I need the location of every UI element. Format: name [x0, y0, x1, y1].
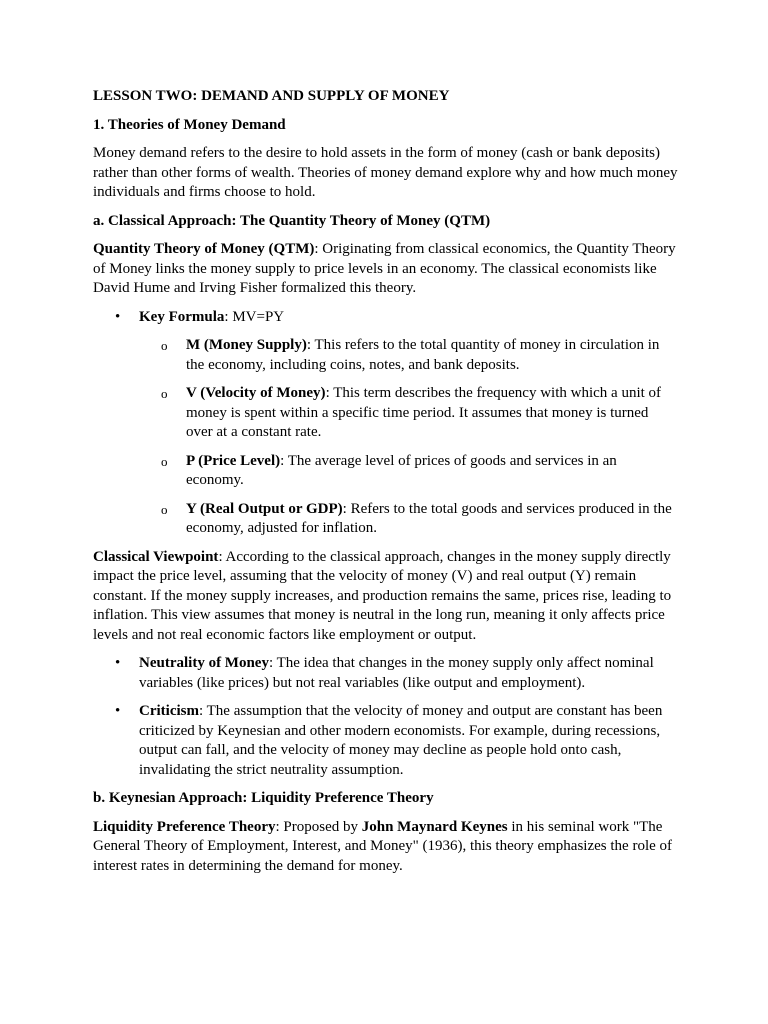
- point-description: : The assumption that the velocity of money and output are constant has been criticized by Keynesian and other modern economists. For example, during recessions, output can fall, and the velocity of money may decline as people hold onto cash, invalidating the strict neutrality assumption.: [139, 703, 663, 778]
- list-item-criticism: [93, 702, 678, 780]
- list-item-real-output: [139, 500, 678, 539]
- lesson-title: LESSON TWO: DEMAND AND SUPPLY OF MONEY: [93, 88, 450, 104]
- sub-bullet-icon: o: [161, 386, 168, 401]
- list-item-velocity: [139, 384, 678, 443]
- variable-description: : This term describes the frequency with which a unit of money is spent within a specific time period. It assumes that money is turned over at a constant rate.: [186, 385, 662, 440]
- sub-bullet-icon: o: [161, 501, 168, 517]
- variable-description: : Refers to the total goods and services produced in the economy, adjusted for inflation.: [186, 500, 672, 536]
- lpt-author: John Maynard Keynes: [361, 818, 508, 835]
- variable-description: : This refers to the total quantity of money in circulation in the economy, including coins, notes, and bank deposits.: [186, 337, 660, 373]
- point-term: Criticism: [139, 703, 199, 719]
- intro-paragraph: Money demand refers to the desire to hold assets in the form of money (cash or bank deposits) rather than other forms of wealth. Theories of money demand explore why and how much money individuals and firms choose to hold.: [93, 145, 678, 200]
- classical-points-list: [93, 654, 678, 780]
- lpt-text-part-1: : Proposed by: [275, 818, 362, 835]
- variable-term: Y (Real Output or GDP): [186, 500, 343, 517]
- section-heading-money-demand: 1. Theories of Money Demand: [93, 116, 286, 133]
- document-page: [93, 87, 678, 885]
- key-formula-list: [93, 308, 678, 539]
- list-item-money-supply: [139, 336, 678, 375]
- key-formula-label: Key Formula: [139, 308, 225, 325]
- variable-description: : The average level of prices of goods and services in an economy.: [186, 452, 617, 488]
- list-item-neutrality: [93, 654, 678, 693]
- classical-viewpoint-paragraph: [93, 548, 678, 646]
- lpt-text-part-2: in his seminal work "The General Theory of Employment, Interest, and Money" (1936), this theory emphasizes the role of interest rates in determining the demand for money.: [93, 818, 673, 874]
- variable-term: V (Velocity of Money): [186, 385, 326, 401]
- bullet-icon: •: [115, 703, 121, 719]
- variable-term: P (Price Level): [186, 452, 281, 469]
- qtm-paragraph: [93, 240, 678, 299]
- list-item-key-formula: [93, 308, 678, 539]
- sub-bullet-icon: o: [161, 338, 168, 353]
- classical-viewpoint-term: Classical Viewpoint: [93, 548, 219, 565]
- variable-term: M (Money Supply): [186, 337, 307, 353]
- qtm-term: Quantity Theory of Money (QTM): [93, 241, 315, 257]
- formula-variables-list: [139, 336, 678, 539]
- keynesian-approach-heading: b. Keynesian Approach: Liquidity Preference Theory: [93, 790, 434, 806]
- key-formula-value: : MV=PY: [224, 308, 285, 325]
- list-item-price-level: [139, 452, 678, 491]
- bullet-icon: •: [115, 308, 121, 325]
- liquidity-preference-paragraph: [93, 818, 678, 877]
- classical-viewpoint-description: : According to the classical approach, changes in the money supply directly impact the price level, assuming that the velocity of money (V) and real output (Y) remain constant. If the money supply increases, and production remains the same, prices rise, leading to inflation. This view assumes that money is neutral in the long run, meaning it only affects price levels and not real economic factors like employment or output.: [93, 548, 672, 643]
- bullet-icon: •: [115, 655, 121, 671]
- classical-approach-heading: a. Classical Approach: The Quantity Theory of Money (QTM): [93, 212, 491, 229]
- sub-bullet-icon: o: [161, 453, 168, 469]
- lpt-term: Liquidity Preference Theory: [93, 818, 276, 835]
- point-term: Neutrality of Money: [139, 655, 269, 671]
- point-description: : The idea that changes in the money supply only affect nominal variables (like prices) but not real variables (like output and employment).: [139, 655, 654, 691]
- qtm-description: : Originating from classical economics, the Quantity Theory of Money links the money supply to price levels in an economy. The classical economists like David Hume and Irving Fisher formalized this theory.: [93, 241, 676, 296]
